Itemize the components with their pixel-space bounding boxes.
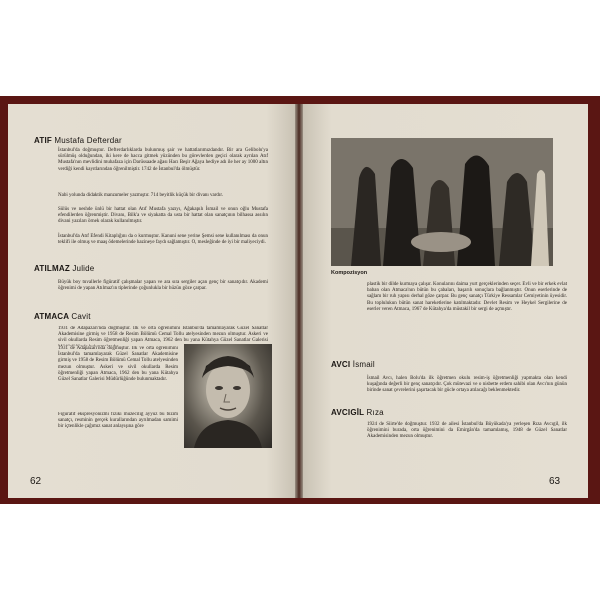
surname: ATIF (34, 136, 52, 145)
page-number: 62 (30, 476, 42, 487)
entry-paragraph: 1924 de Siirte'de doğmuştur. 1932 de ailesi İstanbul'da Büyükada'ya yerleşen Rıza Avcıgil, ilk öğrenimini burada, orta öğrenimini da Emirgân'da tamamlamış, 1948 de Güzel Sanatlar Akademisinden mezun olmuştur. (367, 422, 567, 440)
entry-paragraph: Sülüs ve neshde ünlü bir hattat olan Atıf Mustafa yazıyı, Ağakapılı İsmail ve onun oğlu Mustafa efendilerden öğrenmiştir. Divanı, Bilk'a ve siyakatta da usta bir hattat olan sanatçının bilhassa assılın divani yazıları örnek olarak kullanılmıştır. (58, 207, 268, 225)
continuation-paragraph: plastik bir dilde kurmaya çalışır. Konularını daima yurt gerçeklerinden seçer. Evli ve bir erkek evlat baban olan Atmaca'nın bütün bu çabaları, başarılı sonuçlara bağlanmıştır. Onun eserlerinde de sağlam bir ruh yapısı derhal göze çarpar. Bu genç sanatçı Türkiye Ressamlar Cemiyetinin üyesidir. Bu toplulukun bütün sanat hareketlerine katılmaktadır. Devlet Resim ve Heykel Sergilerine de eserler veren Atmaca, 1967 de Kütahya'da müstakil bir sergi de açmıştır. (367, 282, 567, 312)
given-name: Cavit (71, 312, 91, 321)
entry-paragraph: İstanbul'da doğmuştur. Defterdarlıklarda bulunmuş şair ve hattatlarımızdandır. Bir ara Gelibolu'ya sürülmüş olduğundan, iki kere de hacca gitmek yüzünden bu görevlerden geçici olarak ayrılan Atıf Mustafa'nın mevlidini muhafaza için Darüssaade ağası Hacı Beşir Ağaya hediye adı ile her ay 1000 altın verdiği kendi kayıtlarından öğrenilmiştir. 1742 de İstanbul'da ölmüştür. (58, 148, 268, 172)
given-name: Mustafa (54, 136, 85, 145)
given-name: Julide (72, 264, 95, 273)
surname: AVCIGİL (331, 408, 365, 417)
book-spine (295, 104, 303, 498)
entry-paragraph: Figüratif ekspresyonizmi fiziki müzeciliğ ayyüz bu bizim sanatçı, resminin gerçek kurallarından ayrılmadan samimi bir içtenlikle çağımız sanat anlayışına göre (58, 412, 178, 430)
entry-paragraph: İsmail Avcı, halen Bolu'da ilk öğretmen okulu resim-iş öğretmenliği yapmakta olan kendi kuşağında değerli bir genç sanatçıdır. Çok mütevazi ve o nisbette erdem sahibi olan Avcı'nın günün birinde sanat çevrelerini şaşırtacak bir gücle ortaya atılacağı beklenmektedir. (367, 376, 567, 394)
entry-paragraph: 1931 de Adapazarı'nda doğmuştur. İlk ve orta öğrenimini İstanbul'da tamamlayarak Güzel Sanatlar Akademisine girmiş ve 1958 de Resim Bölümü Cemal Tollu atelyesinden mezun olmuştur. Askeri ve sivil okullarda Resim öğretmenliği yapan Atmaca, 1962 den bu yana Kütahya Güzel Sanatlar Galerisi Müdürlüğünde bulunmaktadır. (58, 346, 178, 383)
painting-image (331, 138, 553, 266)
entry-heading-atif (34, 136, 122, 145)
page-number: 63 (549, 476, 561, 487)
entry-heading-atmaca (34, 312, 91, 321)
entry-heading-avcigil (331, 408, 384, 417)
entry-heading-avci (331, 360, 375, 369)
open-book (0, 96, 600, 504)
surname: ATMACA (34, 312, 69, 321)
painting-caption: Kompozisyon (331, 270, 368, 276)
entry-paragraph: Nabi yolunda didaktik manzumeler yazmıştır. 714 beyitlik küçük bir divanı vardır. (58, 193, 223, 198)
name-suffix: Defterdar (86, 136, 122, 145)
given-name: Rıza (366, 408, 384, 417)
right-page (303, 104, 588, 498)
left-page (8, 104, 295, 498)
portrait-photo (184, 344, 272, 448)
given-name: İsmail (352, 360, 375, 369)
surname: AVCI (331, 360, 351, 369)
entry-heading-atilmaz (34, 264, 94, 273)
portrait-figure (184, 344, 272, 448)
surname: ATILMAZ (34, 264, 70, 273)
painting-figures (331, 138, 553, 266)
entry-paragraph: Büyük boy tuvallerle figüratif çalışmalar yapan ve ara sıra sergiler açan genç bir sanatçıdır. Akademi öğrenimi de yapan Atılmaz'ın tiplerinde çoğunlukla bir hüzün göze çarpar. (58, 280, 268, 292)
entry-paragraph: İstanbul'da Atıf Efendi Kitaplığını da o kurmuştur. Kanuni sene yerine Şemsi sene kullanılması da onun teklifi ile olmuş ve maaş ödemelerinde hazineye faydı sağlamıştır. O, mesleğinde de iyi bir maliyeciydi. (58, 234, 268, 246)
entry-paragraph: 1931 de Adapazarı'nda doğmuştur. İlk ve orta öğrenimini İstanbul'da tamamlayarak Güzel Sanatlar Akademisine girmiş ve 1958 de Resim Bölümü Cemal Tollu atelyesinden mezun olmuştur. Askeri ve sivil okullarda Resim öğretmenliği yapan Atmaca, 1962 den bu yana Kütahya Güzel Sanatlar Galerisi (58, 326, 268, 344)
